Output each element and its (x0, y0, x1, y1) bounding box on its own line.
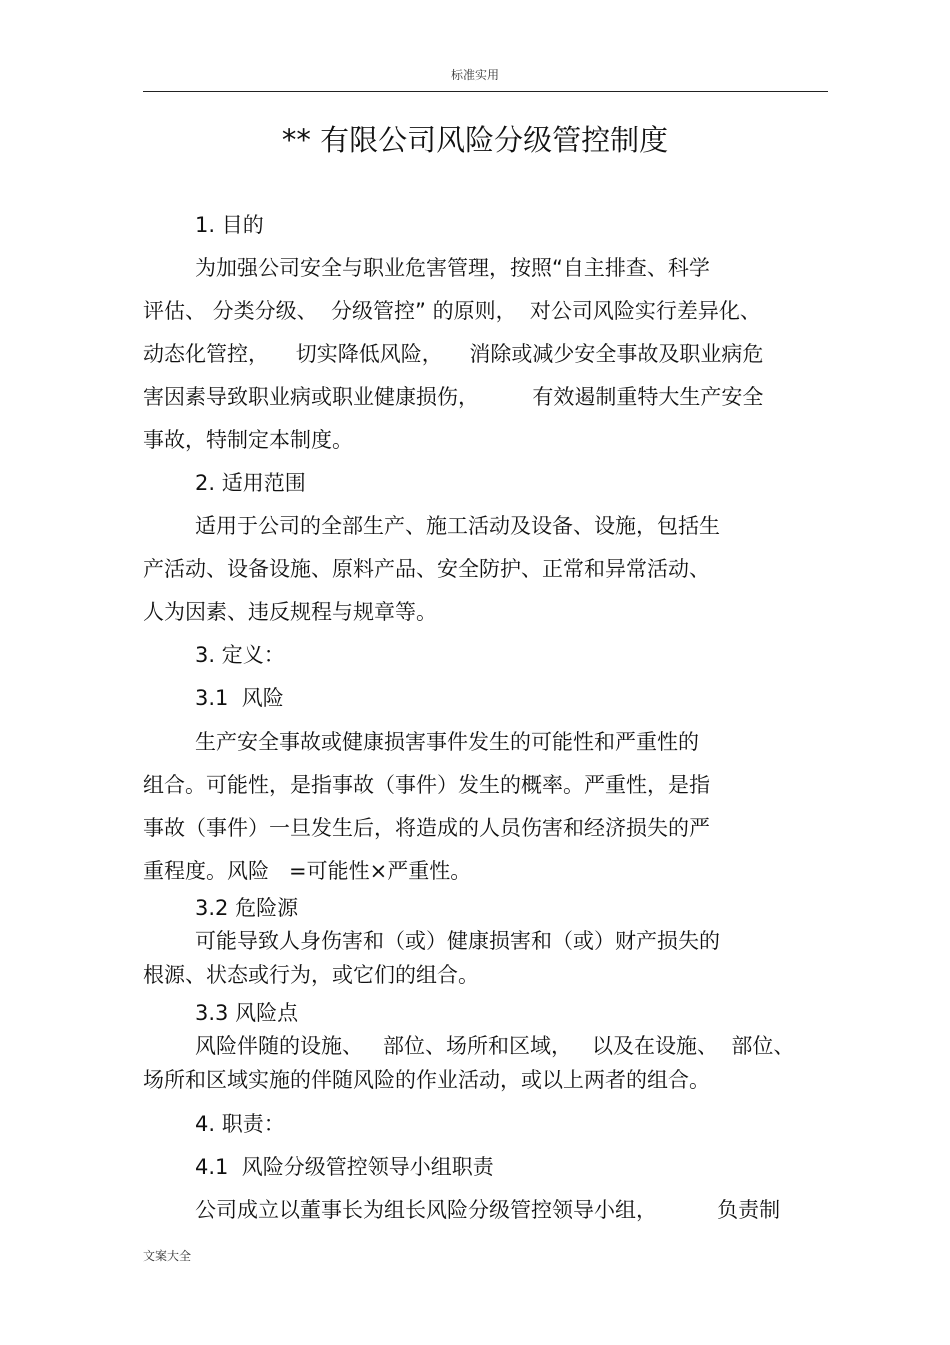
doc-line: 人为因素、违反规程与规章等。 (143, 600, 437, 624)
doc-line: 可能导致人身伤害和（或）健康损害和（或）财产损失的 (195, 929, 720, 953)
doc-line: 动态化管控， 切实降低风险， 消除或减少安全事故及职业病危 (143, 342, 764, 366)
doc-line: 3.2 危险源 (195, 896, 299, 920)
doc-line: 为加强公司安全与职业危害管理，按照“自主排查、科学 (195, 256, 710, 280)
doc-line: 事故（事件）一旦发生后，将造成的人员伤害和经济损失的严 (143, 816, 710, 840)
doc-line: 生产安全事故或健康损害事件发生的可能性和严重性的 (195, 730, 699, 754)
page-footer: 文案大全 (143, 1249, 192, 1263)
doc-line: 3.3 风险点 (195, 1001, 299, 1025)
doc-line: 公司成立以董事长为组长风险分级管控领导小组， 负责制 (195, 1198, 781, 1222)
doc-line: 风险伴随的设施、 部位、场所和区域， 以及在设施、 部位、 (195, 1034, 795, 1058)
doc-line: 事故，特制定本制度。 (143, 428, 353, 452)
doc-line: 重程度。风险 =可能性×严重性。 (143, 859, 472, 883)
doc-line: 4. 职责： (195, 1112, 285, 1136)
doc-line: 产活动、设备设施、原料产品、安全防护、正常和异常活动、 (143, 557, 710, 581)
doc-line: 评估、 分类分级、 分级管控” 的原则， 对公司风险实行差异化、 (143, 299, 761, 323)
doc-line: 场所和区域实施的伴随风险的作业活动，或以上两者的组合。 (143, 1068, 710, 1092)
header-rule (143, 91, 828, 92)
doc-line: 4.1 风险分级管控领导小组职责 (195, 1155, 494, 1179)
page-header: 标准实用 (450, 68, 499, 82)
doc-line: 2. 适用范围 (195, 471, 306, 495)
doc-line: 适用于公司的全部生产、施工活动及设备、设施，包括生 (195, 514, 720, 538)
doc-line: 1. 目的 (195, 213, 264, 237)
doc-line: 根源、状态或行为，或它们的组合。 (143, 963, 479, 987)
document-title: ** 有限公司风险分级管控制度 (281, 123, 669, 157)
doc-line: 3. 定义： (195, 643, 285, 667)
doc-line: 组合。可能性，是指事故（事件）发生的概率。严重性，是指 (143, 773, 710, 797)
doc-line: 3.1 风险 (195, 686, 284, 710)
doc-line: 害因素导致职业病或职业健康损伤， 有效遏制重特大生产安全 (143, 385, 764, 409)
